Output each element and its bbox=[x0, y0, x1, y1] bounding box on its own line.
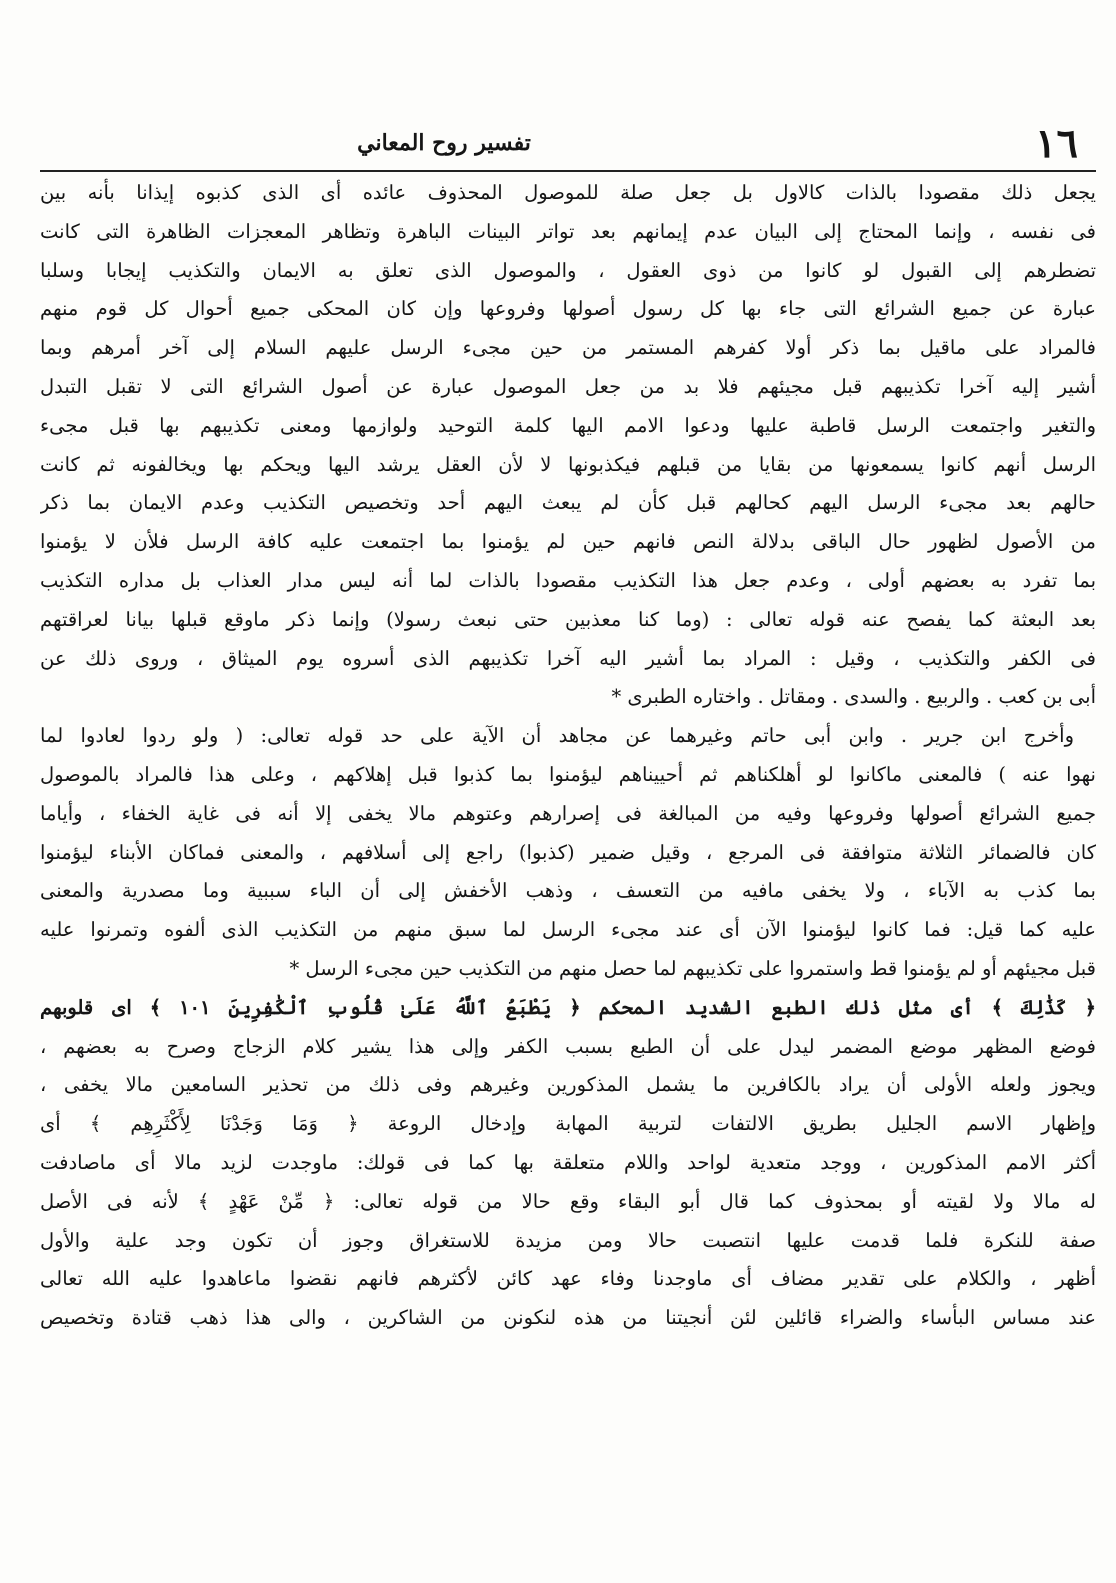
text-line: ويجوز ولعله الأولى أن يراد بالكافرين ما يشمل المذكورين وغيرهم وفى ذلك من تحذير السامعين مالا يخفى ، bbox=[40, 1073, 1096, 1097]
text-line: فى نفسه ، وإنما المحتاج إلى البيان عدم إيمانهم بعد تواتر البينات الباهرة وتظاهر المعجزات الظاهرة التى كانت bbox=[40, 219, 1096, 243]
text-line: صفة للنكرة فلما قدمت عليها انتصبت حالا ومن مزيدة للاستغراق وجوز أن تكون وجد علية والأول bbox=[40, 1228, 1096, 1252]
text-line: من الأصول لظهور حال الباقى بدلالة النص فانهم حين لم يؤمنوا بما اجتمعت عليه كافة الرسل فلأن لا يؤمنوا bbox=[40, 530, 1096, 554]
commentary-text bbox=[40, 174, 1096, 1338]
text-line: والتغير واجتمعت الرسل قاطبة عليها ودعوا الامم اليها كلمة التوحيد ولوازمها ومعنى تكذيبهم بها قبل مجىء bbox=[40, 413, 1096, 437]
page-number: ١٦ bbox=[1035, 120, 1078, 167]
text-line: قبل مجيئهم أو لم يؤمنوا قط واستمروا على تكذيبهم لما حصل منهم من التكذيب حين مجىء الرسل * bbox=[289, 956, 1096, 980]
header-rule bbox=[40, 170, 1096, 172]
text-line: تضطرهم إلى القبول لو كانوا من ذوى العقول ، والموصول الذى تعلق به الايمان والتكذيب إيجابا وسلبا bbox=[40, 258, 1096, 282]
text-line: أشير إليه آخرا تكذيبهم قبل مجيئهم فلا بد من جعل الموصول عبارة عن أصول الشرائع التى لا تقبل التبدل bbox=[40, 374, 1096, 398]
text-line: أكثر الامم المذكورين ، ووجد متعدية لواحد واللام متعلقة بها كما فى قولك: ماوجدت لزيد مالا أى ماصادفت bbox=[40, 1150, 1096, 1174]
text-line: فالمراد على ماقيل بما ذكر أولا كفرهم المستمر من حين مجىء الرسل عليهم السلام إلى آخر أمرهم وبما bbox=[40, 336, 1096, 360]
text-line: الرسل أنهم كانوا يسمعونها من بقايا من قبلهم فيكذبونها لا لأن العقل يرشد اليها ويحكم بها ويخالفونه ثم كانت bbox=[40, 452, 1096, 476]
text-line: بما كذب به الآباء ، ولا يخفى مافيه من التعسف ، وذهب الأخفش إلى أن الباء سببية وما مصدرية والمعنى bbox=[40, 879, 1096, 903]
text-line: فوضع المظهر موضع المضمر ليدل على أن الطبع بسبب الكفر وإلى هذا يشير كلام الزجاج وصرح به بعضهم ، bbox=[40, 1034, 1096, 1058]
text-line: نهوا عنه ) فالمعنى ماكانوا لو أهلكناهم ثم أحييناهم ليؤمنوا بما كذبوا قبل إهلاكهم ، وعلى هذا فالمراد بالموصول bbox=[40, 762, 1096, 786]
text-line: بما تفرد به بعضهم أولى ، وعدم جعل هذا التكذيب مقصودا بالذات لما أنه ليس مدار العذاب بل مداره التكذيب bbox=[40, 568, 1096, 592]
text-line: جميع الشرائع أصولها وفروعها وفيه من المبالغة فى إصرارهم وعتوهم مالا يخفى إلا أنه فى غاية الخفاء ، وأياما bbox=[40, 801, 1096, 825]
text-line: كان فالضمائر الثلاثة متوافقة فى المرجع ، وقيل ضمير (كذبوا) راجع إلى أسلافهم ، والمعنى فماكان الأبناء ليؤمنوا bbox=[40, 840, 1096, 864]
text-line: وأخرج ابن جرير . وابن أبى حاتم وغيرهما عن مجاهد أن الآية على حد قوله تعالى: ( ولو ردوا لعادوا لما bbox=[40, 724, 1074, 748]
text-line: يجعل ذلك مقصودا بالذات كالاول بل جعل صلة للموصول المحذوف عائده أى الذى كذبوه إيذانا بأنه بين bbox=[40, 181, 1096, 204]
text-line: أبى بن كعب . والربيع . والسدى . ومقاتل . واختاره الطبرى * bbox=[611, 685, 1096, 709]
text-line: فى الكفر والتكذيب ، وقيل : المراد بما أشير اليه آخرا تكذيبهم الذى أسروه يوم الميثاق ، وروى ذلك عن bbox=[40, 646, 1096, 670]
text-line: بعد البعثة كما يفصح عنه قوله تعالى : (وما كنا معذبين حتى نبعث رسولا) وإنما ذكر ماوقع قبلها بيانا لعراقتهم bbox=[40, 607, 1096, 631]
text-line: عند مساس البأساء والضراء قائلين لئن أنجيتنا من هذه لنكونن من الشاكرين ، والى هذا ذهب قتادة وتخصيص bbox=[40, 1306, 1096, 1330]
text-line: حالهم بعد مجىء الرسل اليهم كحالهم قبل كأن لم يبعث اليهم أحد وتخصيص التكذيب وعدم الايمان بما ذكر bbox=[40, 491, 1096, 515]
running-title: تفسير روح المعاني bbox=[357, 130, 531, 156]
page-header bbox=[40, 118, 1078, 168]
text-line: عليه كما قيل: فما كانوا ليؤمنوا الآن أى عند مجىء الرسل لما سبق منهم من التكذيب الذى ألفوه وتمرنوا عليه bbox=[40, 918, 1096, 942]
text-line: له مالا ولا لقيته أو بمحذوف كما قال أبو البقاء وقع حالا من قوله تعالى: ﴿ مِّنْ عَهْدٍ ﴾ لأنه فى الأصل bbox=[40, 1189, 1096, 1213]
text-line: وإظهار الاسم الجليل بطريق الالتفات لتربية المهابة وإدخال الروعة ﴿ وَمَا وَجَدْنَا لِأَكْثَرِهِم ﴾ أى bbox=[40, 1112, 1096, 1136]
text-line: عبارة عن جميع الشرائع التى جاء بها كل رسول أصولها وفروعها وإن كان المحكى جميع أحوال كل قوم منهم bbox=[40, 297, 1096, 321]
text-line: أظهر ، والكلام على تقدير مضاف أى ماوجدنا وفاء عهد كائن لأكثرهم فانهم نقضوا ماعاهدوا عليه الله تعالى bbox=[40, 1267, 1096, 1291]
verse-line: ﴿ كَذَٰلِكَ ﴾ أى مثل ذلك الطبع الشديد المحكم ﴿ يَطْبَعُ ٱللَّهُ عَلَىٰ قُلُوبِ ٱلْكَٰفِرِينَ ١٠١ ﴾ اى قلوبهم bbox=[40, 995, 1096, 1019]
